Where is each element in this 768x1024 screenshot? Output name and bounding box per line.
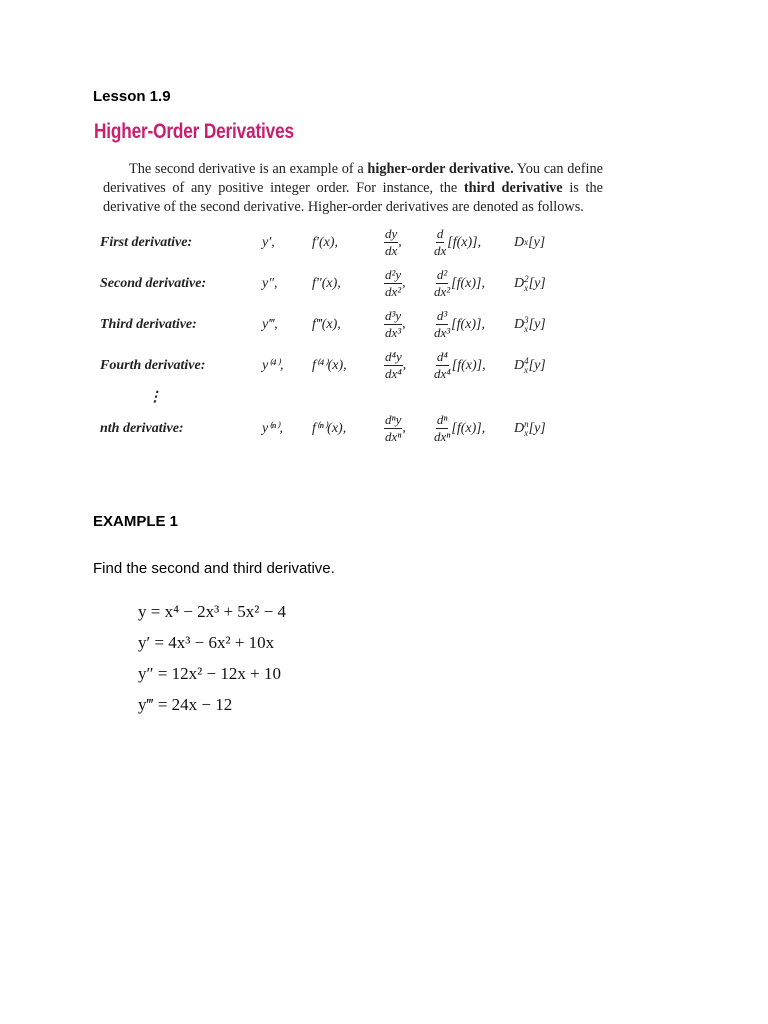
table-row	[100, 345, 574, 386]
table-row	[100, 263, 574, 304]
f-notation: f″(x),	[312, 275, 341, 291]
table-row-ellipsis	[100, 386, 574, 408]
d-superscript: n	[524, 418, 529, 429]
d-argument: y	[534, 275, 541, 291]
d-letter: D	[514, 275, 525, 291]
operator-denominator: dx²	[434, 284, 451, 299]
leibniz-denominator: dx²	[385, 284, 402, 299]
intro-bold-1: higher-order derivative.	[367, 161, 514, 177]
y-notation: y″,	[262, 275, 278, 291]
leibniz-denominator: dx⁴	[385, 366, 402, 381]
derivative-label: First derivative:	[100, 234, 193, 250]
d-letter: D	[514, 420, 525, 436]
f-notation: f⁽ⁿ⁾(x),	[312, 421, 347, 436]
table-row	[100, 408, 574, 449]
derivative-label: Third derivative:	[100, 316, 197, 332]
d-subscript: x	[524, 282, 529, 293]
equation-first-derivative: y′ = 4x³ − 6x² + 10x	[138, 633, 275, 652]
intro-text-3: is the derivative of the second derivative. Higher-order derivatives are denoted as follows.	[103, 180, 603, 215]
leibniz-notation: $\frac{\text{d³y}}{\text{dx³}}$ ,	[385, 308, 406, 340]
d-letter: D	[514, 357, 525, 373]
operator-bracket: [f(x)],	[447, 234, 482, 250]
equation-second-derivative: y″ = 12x² − 12x + 10	[138, 664, 281, 683]
derivative-label: nth derivative:	[100, 420, 184, 436]
d-argument: y	[533, 234, 540, 250]
d-subscript: x	[524, 427, 529, 438]
d-superscript: 4	[524, 355, 529, 366]
operator-numerator: dⁿ	[436, 412, 448, 427]
leibniz-notation: $\frac{dy}{dx}$ ,	[385, 226, 402, 258]
operator-denominator: dx³	[434, 325, 451, 340]
operator-bracket: [f(x)],	[451, 275, 485, 291]
derivative-label: Fourth derivative:	[100, 357, 206, 373]
operator-numerator: d	[436, 226, 444, 241]
operator-numerator: d²	[436, 267, 448, 282]
intro-text-1: The second derivative is an example of a	[129, 161, 368, 177]
leibniz-notation: $\frac{\text{d²y}}{\text{dx²}}$ ,	[385, 267, 406, 299]
d-argument: y	[534, 316, 541, 332]
f-notation: f‴(x),	[312, 316, 341, 332]
operator-notation	[434, 222, 514, 263]
leibniz-denominator: dx	[385, 243, 398, 258]
d-subscript: x	[524, 323, 529, 334]
table-row	[100, 304, 574, 345]
operator-bracket: [f(x)],	[451, 316, 485, 332]
y-notation: y⁽⁴⁾,	[262, 358, 284, 373]
intro-text-2: You can define derivatives of any positive integer order. For instance, the	[103, 161, 603, 196]
operator-notation	[434, 304, 514, 345]
f-notation: f⁽⁴⁾(x),	[312, 358, 347, 373]
y-notation: y⁽ⁿ⁾,	[262, 421, 283, 436]
derivative-label: Second derivative:	[100, 275, 207, 291]
d-argument: y	[534, 357, 541, 373]
operator-numerator: d³	[436, 308, 448, 323]
section-heading: Higher-Order Derivatives	[94, 120, 294, 143]
operator-denominator: dx	[434, 243, 447, 258]
d-subscript: x	[524, 236, 529, 247]
y-notation: y‴,	[262, 316, 278, 332]
d-notation: D 2 x [y]	[514, 273, 546, 293]
d-letter: D	[514, 316, 525, 332]
equation-third-derivative: y‴ = 24x − 12	[138, 695, 233, 714]
f-notation: f′(x),	[312, 234, 338, 250]
d-argument: y	[534, 420, 541, 436]
operator-bracket: [f(x)],	[451, 357, 486, 373]
leibniz-numerator: dⁿy	[385, 412, 402, 427]
operator-denominator: dx⁴	[434, 366, 451, 381]
leibniz-numerator: d⁴y	[385, 349, 402, 364]
example-heading: EXAMPLE 1	[93, 513, 179, 530]
operator-bracket: [f(x)],	[451, 420, 486, 436]
derivative-notation-table	[100, 222, 574, 449]
operator-denominator: dxⁿ	[434, 429, 451, 444]
d-notation: D n x [y]	[514, 418, 546, 438]
y-notation: y′,	[262, 234, 275, 250]
leibniz-denominator: dxⁿ	[385, 429, 402, 444]
equation-original: y = x⁴ − 2x³ + 5x² − 4	[138, 602, 286, 621]
d-subscript: x	[524, 364, 529, 375]
operator-numerator: d⁴	[436, 349, 448, 364]
d-notation: D x [y]	[514, 234, 546, 250]
intro-paragraph	[103, 160, 603, 217]
operator-notation	[434, 408, 514, 449]
leibniz-notation: $\frac{\text{d⁴y}}{\text{dx⁴}}$ ,	[385, 349, 407, 381]
vertical-dots: ⋮	[148, 389, 162, 405]
d-notation: D 3 x [y]	[514, 314, 546, 334]
operator-notation	[434, 345, 514, 386]
table-row	[100, 222, 574, 263]
example-instruction: Find the second and third derivative.	[93, 560, 335, 577]
operator-notation	[434, 263, 514, 304]
leibniz-numerator: d³y	[385, 308, 402, 323]
leibniz-numerator: d²y	[385, 267, 402, 282]
d-letter: D	[514, 234, 525, 250]
leibniz-notation: $\frac{\text{dⁿy}}{\text{dxⁿ}}$ ,	[385, 412, 406, 444]
lesson-title: Lesson 1.9	[93, 88, 171, 105]
leibniz-denominator: dx³	[385, 325, 402, 340]
leibniz-numerator: dy	[385, 226, 398, 241]
d-superscript: 2	[524, 273, 529, 284]
d-notation: D 4 x [y]	[514, 355, 546, 375]
d-superscript: 3	[524, 314, 529, 325]
intro-bold-2: third derivative	[463, 180, 563, 196]
